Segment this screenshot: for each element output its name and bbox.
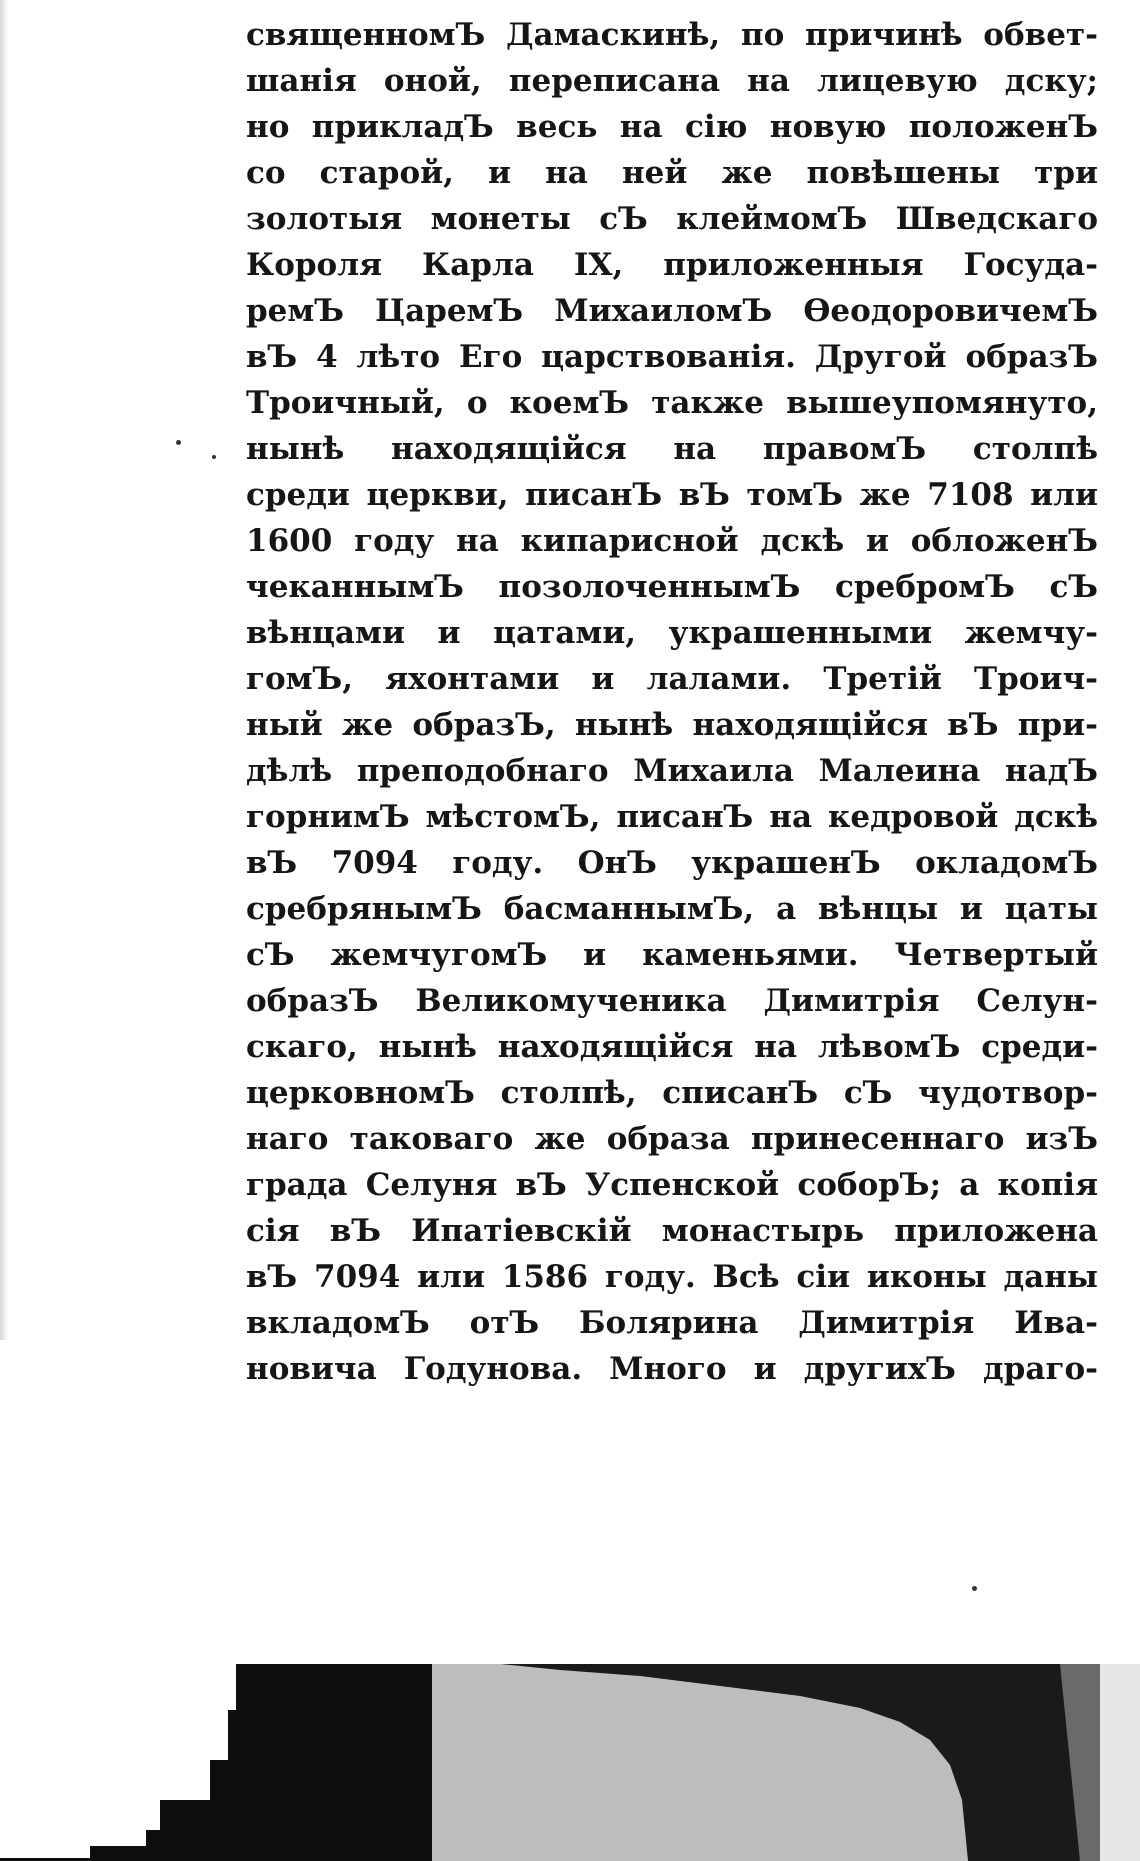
- page-edge-shadow: [0, 0, 8, 1340]
- text-line: но прикладЪ весь на сію новую положенЪ: [246, 109, 1098, 145]
- text-line: чеканнымЪ позолоченнымЪ сребромЪ сЪ: [246, 569, 1098, 605]
- text-line: вкладомЪ отЪ Болярина Димитрія Ива-: [246, 1305, 1098, 1341]
- text-line: новича Годунова. Много и другихЪ драго-: [246, 1351, 1098, 1387]
- text-line: скаго, нынѣ находящійся на лѣвомЪ среди-: [246, 1029, 1098, 1065]
- scan-speck: [176, 440, 181, 445]
- text-line: золотыя монеты сЪ клеймомЪ Шведскаго: [246, 201, 1098, 237]
- text-line: шанія оной, переписана на лицевую дску;: [246, 63, 1098, 99]
- text-line: среди церкви, писанЪ вЪ томЪ же 7108 или: [246, 477, 1098, 513]
- text-line: наго таковаго же образа принесеннаго изЪ: [246, 1121, 1098, 1157]
- text-line: ремЪ ЦаремЪ МихаиломЪ ѲеодоровичемЪ: [246, 293, 1098, 329]
- text-line: дѣлѣ преподобнаго Михаила Малеина надЪ: [246, 753, 1098, 789]
- body-text: [246, 12, 1098, 1392]
- text-line: гомЪ, яхонтами и лалами. Третій Троич-: [246, 661, 1098, 697]
- text-line: нынѣ находящійся на правомЪ столпѣ: [246, 431, 1098, 467]
- text-line: сребрянымЪ басманнымЪ, а вѣнцы и цаты: [246, 891, 1098, 927]
- text-line: сЪ жемчугомЪ и каменьями. Четвертый: [246, 937, 1098, 973]
- text-line: сія вЪ Ипатіевскій монастырь приложена: [246, 1213, 1098, 1249]
- scan-speck: [972, 1586, 977, 1591]
- text-line: Троичный, о коемЪ также вышеупомянуто,: [246, 385, 1098, 421]
- text-line: вЪ 7094 или 1586 году. Всѣ сіи иконы даны: [246, 1259, 1098, 1295]
- text-line: града Селуня вЪ Успенской соборЪ; а копія: [246, 1167, 1098, 1203]
- text-line: церковномЪ столпѣ, списанЪ сЪ чудотвор-: [246, 1075, 1098, 1111]
- text-line: горнимЪ мѣстомЪ, писанЪ на кедровой дскѣ: [246, 799, 1098, 835]
- text-line: образЪ Великомученика Димитрія Селун-: [246, 983, 1098, 1019]
- text-line: 1600 году на кипарисной дскѣ и обложенЪ: [246, 523, 1098, 559]
- text-line: вѣнцами и цатами, украшенными жемчу-: [246, 615, 1098, 651]
- text-line: священномЪ Дамаскинѣ, по причинѣ обвет-: [246, 17, 1098, 53]
- text-line: вЪ 4 лѣто Его царствованія. Другой образЪ: [246, 339, 1098, 375]
- scan-speck: [212, 455, 216, 459]
- text-line: вЪ 7094 году. ОнЪ украшенЪ окладомЪ: [246, 845, 1098, 881]
- text-line: со старой, и на ней же повѣшены три: [246, 155, 1098, 191]
- scan-dark-edge: [0, 1600, 1140, 1861]
- text-line: Короля Карла IX, приложенныя Госуда-: [246, 247, 1098, 283]
- text-line: ный же образЪ, нынѣ находящійся вЪ при-: [246, 707, 1098, 743]
